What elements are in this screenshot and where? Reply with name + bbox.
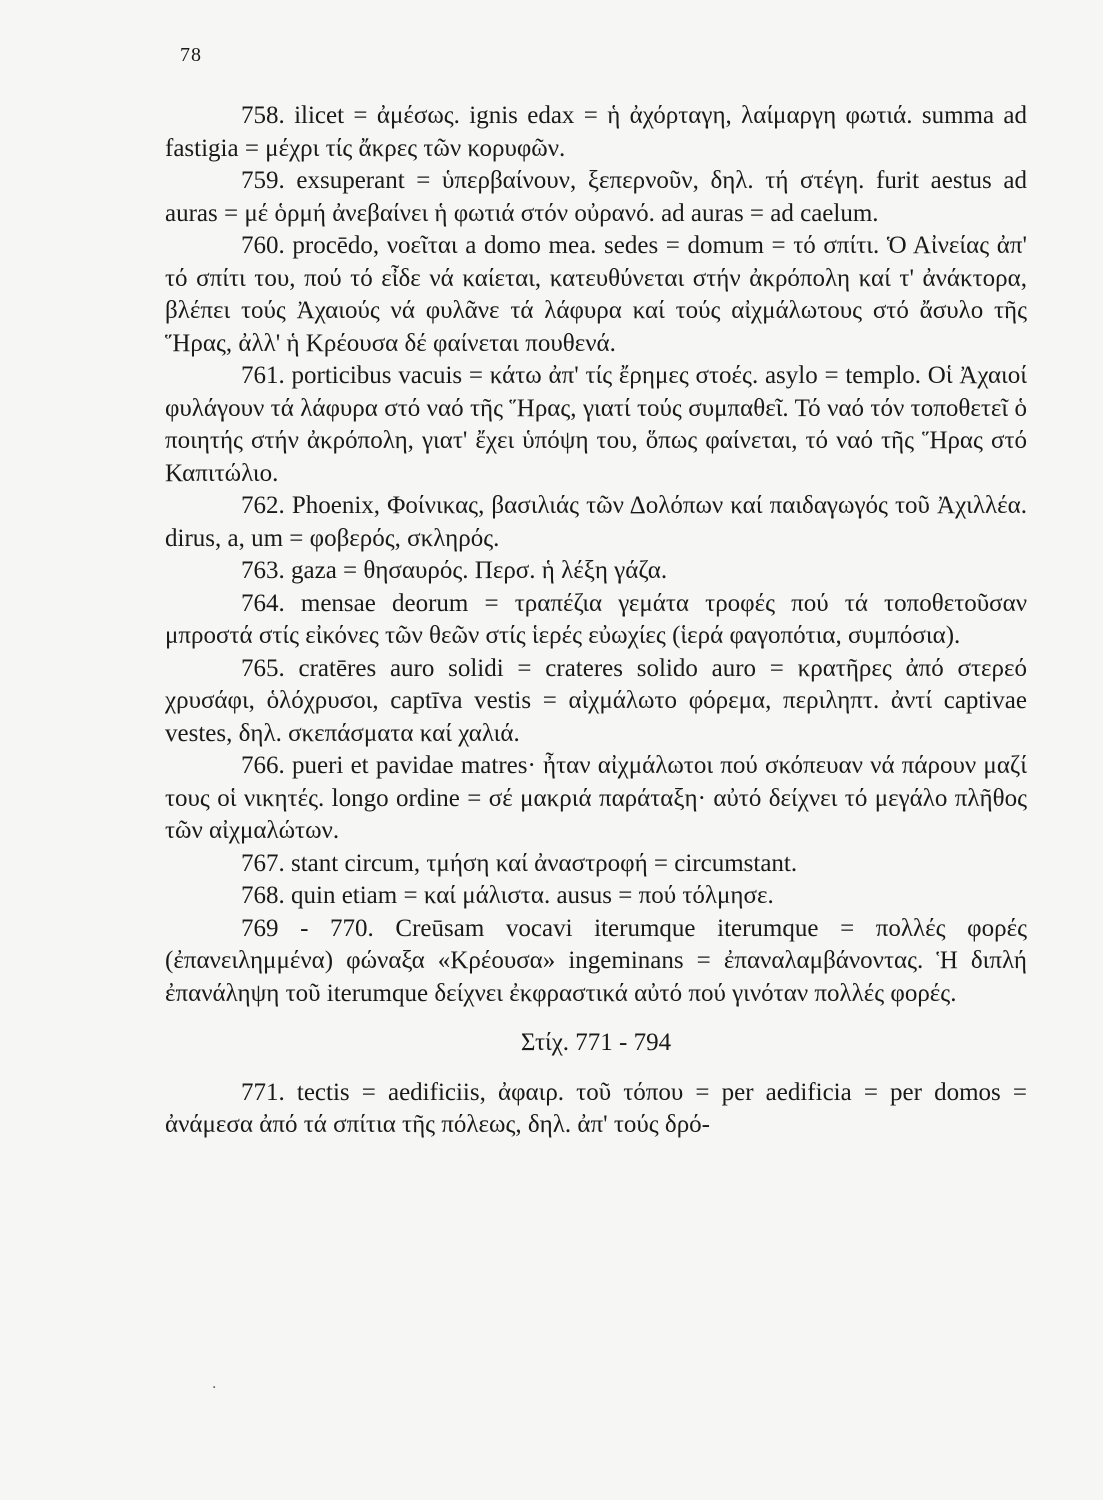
note-762: 762. Phoenix, Φοίνικας, βασιλιάς τῶν Δολόπων καί παιδαγωγός τοῦ Ἀχιλλέα. dirus, a, um = φοβερός, σκληρός. (165, 492, 1027, 552)
note-764: 764. mensae deorum = τραπέζια γεμάτα τροφές πού τά τοποθετοῦσαν μπροστά στίς εἰκόνες τῶν θεῶν στίς ἱερές εὐωχίες (ἱερά φαγοπότια, συμπόσια). (165, 589, 1027, 649)
note-768: 768. quin etiam = καί μάλιστα. ausus = πού τόλμησε. (241, 882, 774, 909)
section-heading: Στίχ. 771 - 794 (520, 1029, 672, 1056)
note-761: 761. porticibus vacuis = κάτω ἀπ' τίς ἔρημες στοές. asylo = templo. Οἱ Ἀχαιοί φυλάγουν τά λάφυρα στό ναό τῆς Ἥρας, γιατί τούς συμπαθεῖ. Τό ναό τόν τοποθετεῖ ὁ ποιητής στήν ἀκρόπολη, γιατ' ἔχει ὑπόψη του, ὅπως φαίνεται, τό ναό τῆς Ἥρας στό Καπιτώλιο. (165, 362, 1027, 487)
note-769-770: 769 - 770. Creūsam vocavi iterumque iterumque = πολλές φορές (ἐπανειλημμένα) φώναξα «Κρέουσα» ingeminans = ἐπαναλαμβάνοντας. Ἡ διπλή ἐπανάληψη τοῦ iterumque δείχνει ἐκφραστικά αὐτό πού γινόταν πολλές φορές. (165, 914, 1027, 1007)
margin-speck: · (212, 1380, 217, 1396)
note-771: 771. tectis = aedificiis, ἀφαιρ. τοῦ τόπου = per aedificia = per domos = ἀνάμεσα ἀπό τά σπίτια τῆς πόλεως, δηλ. ἀπ' τούς δρό- (165, 1078, 1027, 1138)
note-760: 760. procēdo, νοεῖται a domo mea. sedes = domum = τό σπίτι. Ὁ Αἰνείας ἀπ' τό σπίτι του, πού τό εἶδε νά καίεται, κατευθύνεται στήν ἀκρόπολη καί τ' ἀνάκτορα, βλέπει τούς Ἀχαιούς νά φυλᾶνε τά λάφυρα καί τούς αἰχμάλωτους στό ἄσυλο τῆς Ἥρας, ἀλλ' ἡ Κρέουσα δέ φαίνεται πουθενά. (165, 232, 1027, 357)
note-759: 759. exsuperant = ὑπερβαίνουν, ξεπερνοῦν, δηλ. τή στέγη. furit aestus ad auras = μέ ὁρμή ἀνεβαίνει ἡ φωτιά στόν οὐρανό. ad auras = ad caelum. (165, 167, 1027, 227)
note-763: 763. gaza = θησαυρός. Περσ. ἡ λέξη γάζα. (241, 557, 668, 584)
note-766: 766. pueri et pavidae matres· ἦταν αἰχμάλωτοι πού σκόπευαν νά πάρουν μαζί τους οἱ νικητές. longo ordine = σέ μακριά παράταξη· αὐτό δείχνει τό μεγάλο πλῆθος τῶν αἰχμαλώτων. (165, 752, 1027, 844)
note-765: 765. cratēres auro solidi = crateres solido auro = κρατῆρες ἀπό στερεό χρυσάφι, ὁλόχρυσοι, captīva vestis = αἰχμάλωτο φόρεμα, περιληπτ. ἀντί captivae vestes, δηλ. σκεπάσματα καί χαλιά. (165, 654, 1027, 747)
note-758: 758. ilicet = ἀμέσως. ignis edax = ἡ ἀχόρταγη, λαίμαργη φωτιά. summa ad fastigia = μέχρι τίς ἄκρες τῶν κορυφῶν. (165, 102, 1027, 162)
page-number: 78 (180, 44, 202, 66)
note-767: 767. stant circum, τμήση καί ἀναστροφή = circumstant. (241, 849, 798, 877)
commentary-body (165, 100, 1027, 1142)
